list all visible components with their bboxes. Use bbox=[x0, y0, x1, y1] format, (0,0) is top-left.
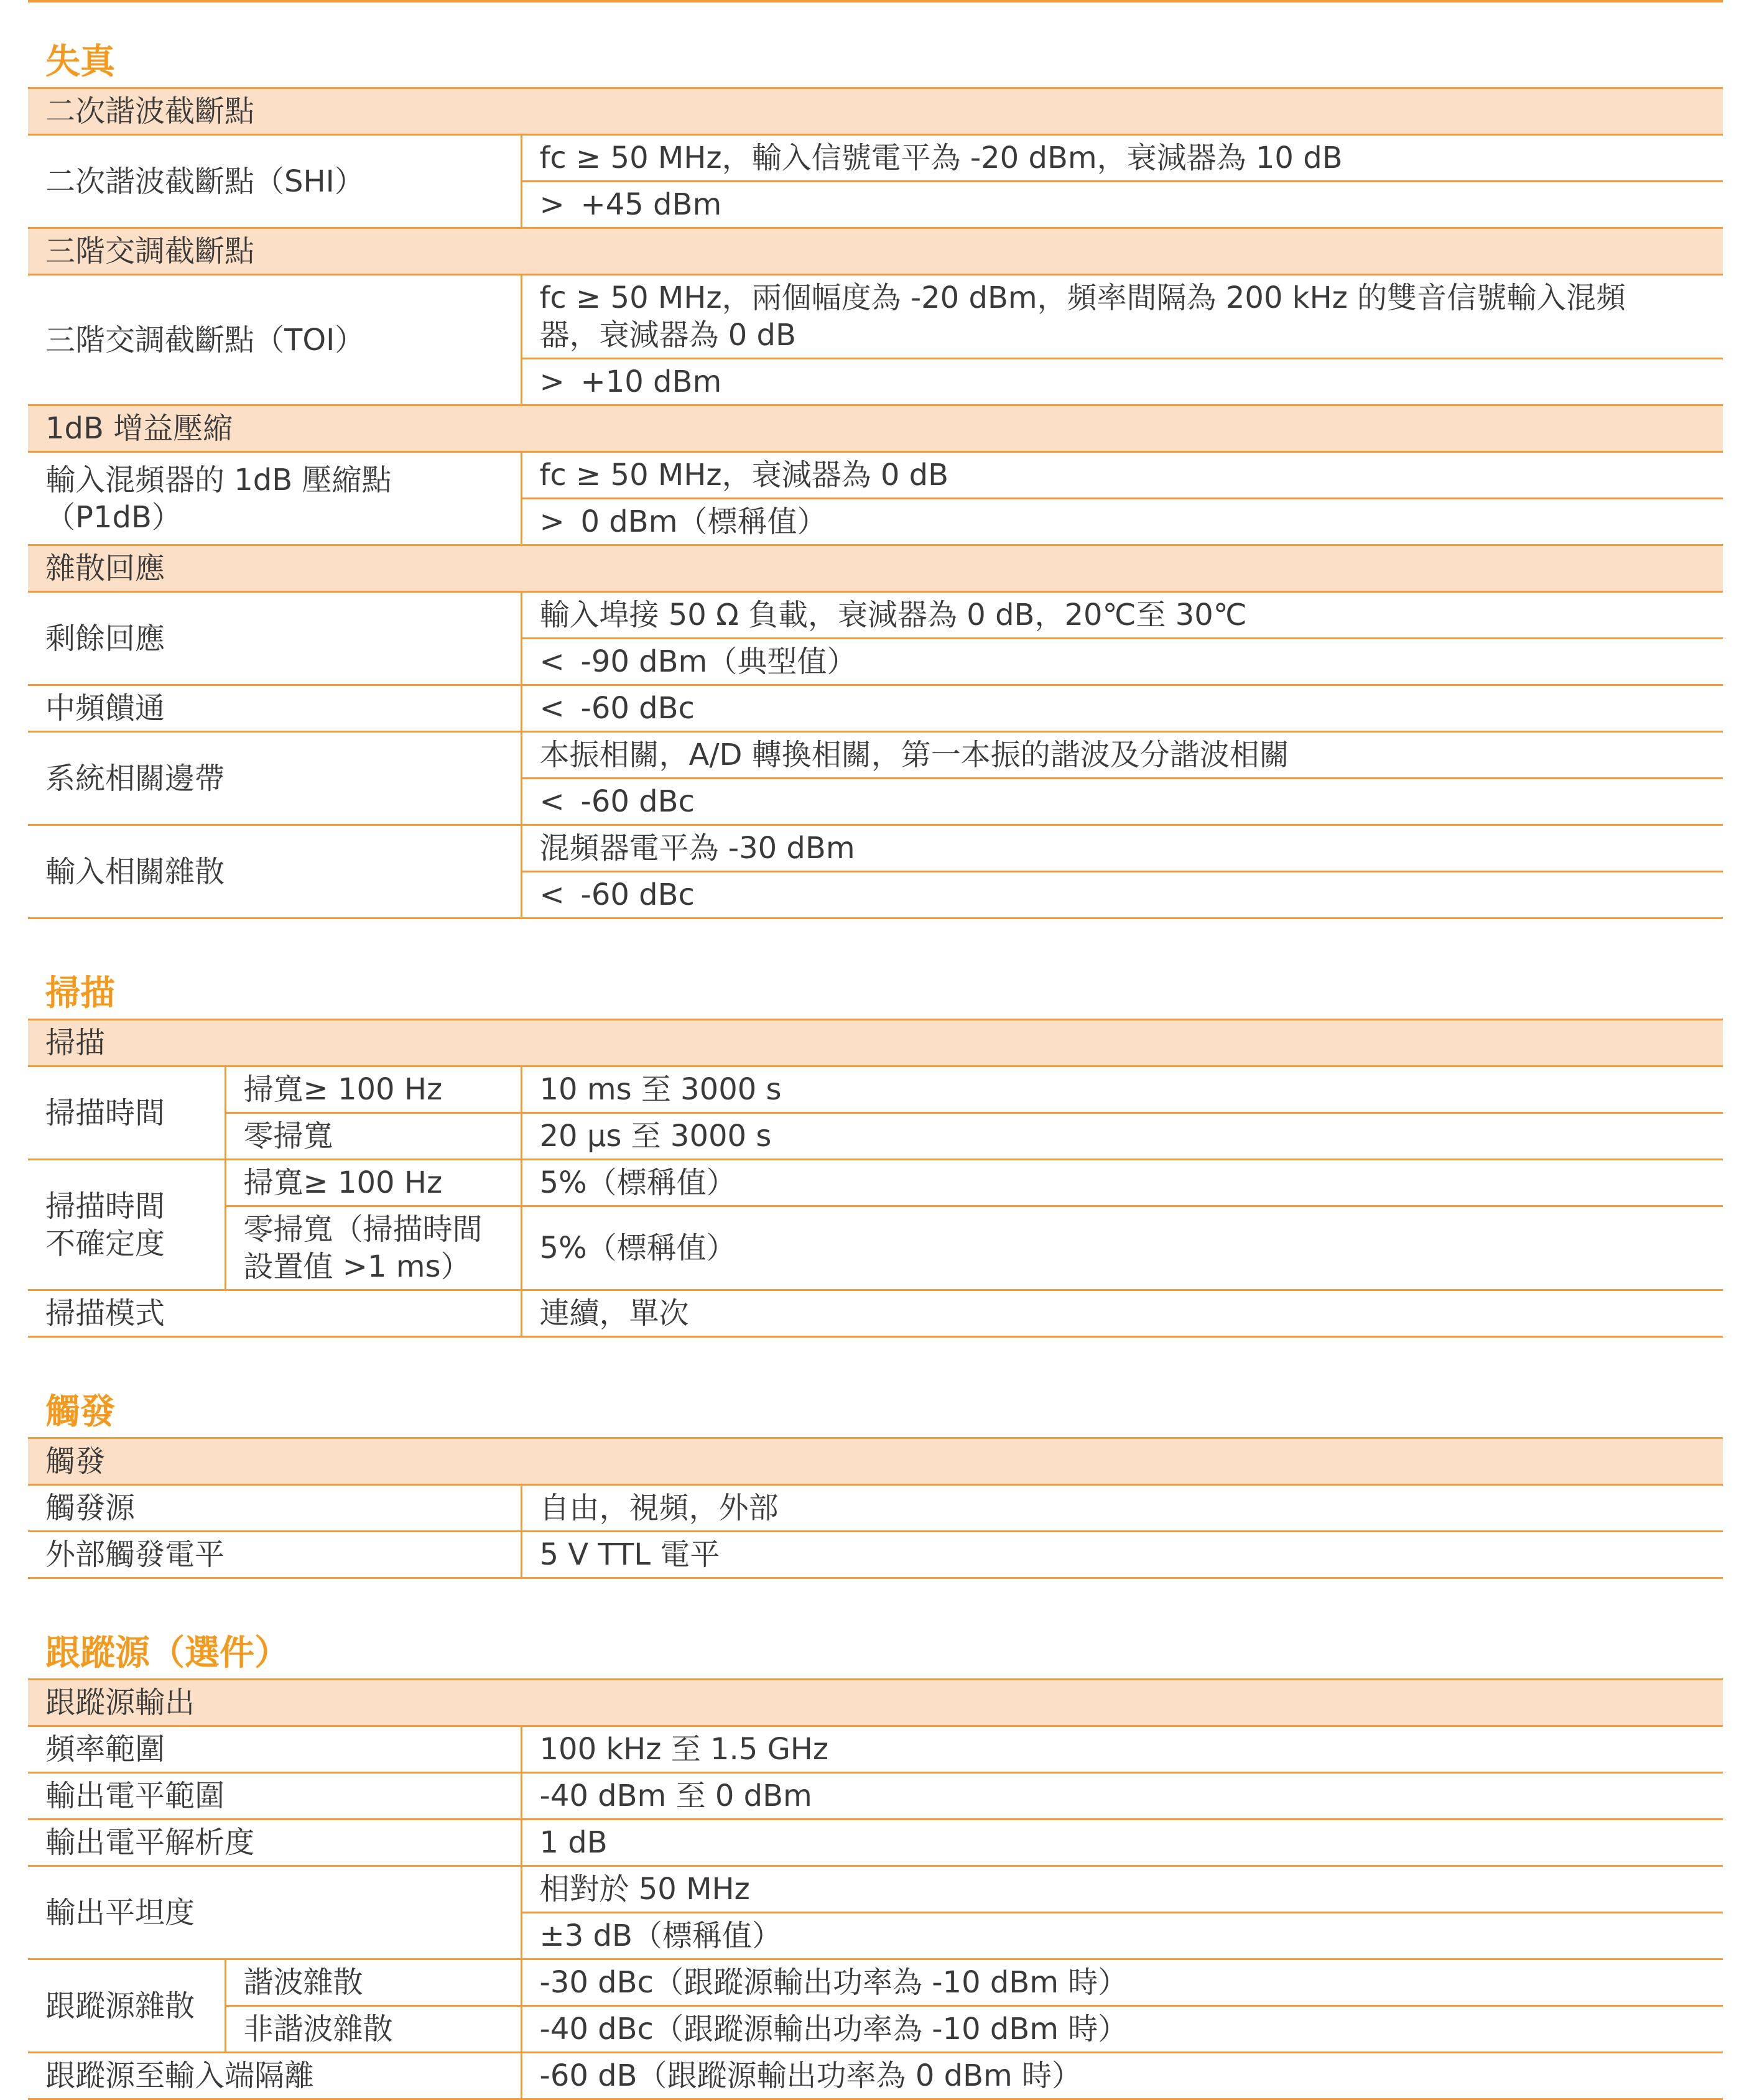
table-row bbox=[28, 2053, 1723, 2099]
row-value: 20 µs 至 3000 s bbox=[521, 1113, 1723, 1160]
table-row bbox=[28, 545, 1723, 592]
lt-symbol: < bbox=[539, 877, 565, 912]
subheader-sweep: 掃描 bbox=[28, 1020, 1723, 1066]
table-row bbox=[28, 1866, 1723, 1913]
row-label: 跟蹤源至輸入端隔離 bbox=[28, 2053, 521, 2099]
row-value bbox=[521, 872, 1723, 918]
label-line: 設置值 >1 ms） bbox=[243, 1249, 471, 1284]
table-row bbox=[28, 1206, 1723, 1290]
value-text: +10 dBm bbox=[580, 364, 722, 399]
subheader-toi: 三階交調截斷點 bbox=[28, 228, 1723, 275]
row-label: 輸入相關雜散 bbox=[28, 825, 521, 918]
row-label: 掃描時間 bbox=[28, 1066, 225, 1160]
row-sublabel: 掃寬≥ 100 Hz bbox=[225, 1160, 521, 1206]
row-label: 輸出電平解析度 bbox=[28, 1820, 521, 1866]
table-row bbox=[28, 405, 1723, 452]
row-label: 二次諧波截斷點（SHI） bbox=[28, 135, 521, 228]
table-row bbox=[28, 1438, 1723, 1485]
gt-symbol: > bbox=[539, 504, 565, 539]
row-value: 自由，視頻，外部 bbox=[521, 1485, 1723, 1532]
row-condition: 混頻器電平為 -30 dBm bbox=[521, 825, 1723, 872]
table-row bbox=[28, 1485, 1723, 1532]
row-label: 中頻饋通 bbox=[28, 685, 521, 732]
row-value: -60 dB（跟蹤源輸出功率為 0 dBm 時） bbox=[521, 2053, 1723, 2099]
table-row bbox=[28, 2006, 1723, 2053]
row-label: 觸發源 bbox=[28, 1485, 521, 1532]
row-value bbox=[521, 182, 1723, 228]
row-label: 跟蹤源雜散 bbox=[28, 1959, 225, 2053]
table-row bbox=[28, 1113, 1723, 1160]
lt-symbol: < bbox=[539, 784, 565, 819]
row-value: -40 dBc（跟蹤源輸出功率為 -10 dBm 時） bbox=[521, 2006, 1723, 2053]
trigger-table bbox=[28, 1437, 1723, 1579]
table-row bbox=[28, 1160, 1723, 1206]
gt-symbol: > bbox=[539, 364, 565, 399]
lt-symbol: < bbox=[539, 691, 565, 726]
table-row bbox=[28, 1820, 1723, 1866]
row-condition: fc ≥ 50 MHz，輸入信號電平為 -20 dBm，衰減器為 10 dB bbox=[521, 135, 1723, 182]
row-value: -30 dBc（跟蹤源輸出功率為 -10 dBm 時） bbox=[521, 1959, 1723, 2006]
section-gap bbox=[28, 919, 1723, 969]
section-title-tracking: 跟蹤源（選件） bbox=[45, 1633, 289, 1673]
subheader-p1db: 1dB 增益壓縮 bbox=[28, 405, 1723, 452]
table-row bbox=[28, 1532, 1723, 1578]
label-line: 不確定度 bbox=[45, 1226, 165, 1261]
tracking-table bbox=[28, 1678, 1723, 2100]
section-title-sweep: 掃描 bbox=[45, 973, 115, 1014]
section-title-distortion: 失真 bbox=[45, 42, 115, 82]
row-sublabel: 非諧波雜散 bbox=[225, 2006, 521, 2053]
row-condition: fc ≥ 50 MHz，衰減器為 0 dB bbox=[521, 452, 1723, 499]
row-value bbox=[521, 499, 1723, 545]
distortion-table bbox=[28, 87, 1723, 919]
section-title-trigger: 觸發 bbox=[45, 1392, 115, 1432]
row-sublabel: 掃寬≥ 100 Hz bbox=[225, 1066, 521, 1113]
subheader-spurious: 雜散回應 bbox=[28, 545, 1723, 592]
row-value: ±3 dB（標稱值） bbox=[521, 1913, 1723, 1959]
row-sublabel bbox=[225, 1206, 521, 1290]
row-value bbox=[521, 639, 1723, 685]
value-text: 0 dBm（標稱值） bbox=[580, 504, 827, 539]
table-row bbox=[28, 1773, 1723, 1820]
top-rule bbox=[28, 0, 1723, 2]
row-label: 輸出電平範圍 bbox=[28, 1773, 521, 1820]
label-line: （P1dB） bbox=[45, 499, 182, 535]
table-row bbox=[28, 1290, 1723, 1337]
spec-document bbox=[28, 37, 1723, 2100]
section-gap bbox=[28, 1338, 1723, 1387]
value-text: -60 dBc bbox=[580, 877, 695, 912]
sweep-table bbox=[28, 1019, 1723, 1338]
lt-symbol: < bbox=[539, 644, 565, 679]
value-text: -60 dBc bbox=[580, 784, 695, 819]
label-line: 掃描時間 bbox=[45, 1188, 165, 1224]
table-row bbox=[28, 275, 1723, 359]
row-value: 5 V TTL 電平 bbox=[521, 1532, 1723, 1578]
subheader-shi: 二次諧波截斷點 bbox=[28, 88, 1723, 135]
table-row bbox=[28, 825, 1723, 872]
row-value: 100 kHz 至 1.5 GHz bbox=[521, 1726, 1723, 1773]
subheader-trigger: 觸發 bbox=[28, 1438, 1723, 1485]
table-row bbox=[28, 592, 1723, 639]
row-condition bbox=[521, 275, 1723, 359]
value-text: -90 dBm（典型值） bbox=[580, 644, 857, 679]
row-sublabel: 諧波雜散 bbox=[225, 1959, 521, 2006]
label-line: 零掃寬（掃描時間 bbox=[243, 1212, 483, 1247]
table-row bbox=[28, 1066, 1723, 1113]
table-row bbox=[28, 228, 1723, 275]
row-condition: 相對於 50 MHz bbox=[521, 1866, 1723, 1913]
row-label: 剩餘回應 bbox=[28, 592, 521, 685]
table-row bbox=[28, 88, 1723, 135]
row-value: 10 ms 至 3000 s bbox=[521, 1066, 1723, 1113]
row-value: 1 dB bbox=[521, 1820, 1723, 1866]
value-text: +45 dBm bbox=[580, 187, 722, 222]
row-value: 5%（標稱值） bbox=[521, 1160, 1723, 1206]
row-condition: 輸入埠接 50 Ω 負載，衰減器為 0 dB，20℃至 30℃ bbox=[521, 592, 1723, 639]
row-label bbox=[28, 452, 521, 545]
table-row bbox=[28, 1726, 1723, 1773]
row-label: 外部觸發電平 bbox=[28, 1532, 521, 1578]
condition-line: 器，衰減器為 0 dB bbox=[539, 318, 796, 353]
section-gap bbox=[28, 1579, 1723, 1629]
row-value: 連續，單次 bbox=[521, 1290, 1723, 1337]
row-sublabel: 零掃寬 bbox=[225, 1113, 521, 1160]
subheader-tracking: 跟蹤源輸出 bbox=[28, 1680, 1723, 1726]
row-value: -40 dBm 至 0 dBm bbox=[521, 1773, 1723, 1820]
table-row bbox=[28, 135, 1723, 182]
condition-line: fc ≥ 50 MHz，兩個幅度為 -20 dBm，頻率間隔為 200 kHz 的雙音信號輸入混頻 bbox=[539, 280, 1626, 315]
row-label: 頻率範圍 bbox=[28, 1726, 521, 1773]
row-value bbox=[521, 779, 1723, 825]
label-line: 輸入混頻器的 1dB 壓縮點 bbox=[45, 462, 392, 497]
row-label bbox=[28, 1160, 225, 1290]
row-value bbox=[521, 685, 1723, 732]
row-label: 三階交調截斷點（TOI） bbox=[28, 275, 521, 405]
table-row bbox=[28, 732, 1723, 779]
gt-symbol: > bbox=[539, 187, 565, 222]
row-label: 系統相關邊帶 bbox=[28, 732, 521, 825]
row-label: 輸出平坦度 bbox=[28, 1866, 521, 1959]
table-row bbox=[28, 685, 1723, 732]
table-row bbox=[28, 1020, 1723, 1066]
table-row bbox=[28, 1680, 1723, 1726]
row-value bbox=[521, 359, 1723, 405]
row-condition: 本振相關，A/D 轉換相關，第一本振的諧波及分諧波相關 bbox=[521, 732, 1723, 779]
table-row bbox=[28, 452, 1723, 499]
value-text: -60 dBc bbox=[580, 691, 695, 726]
row-value: 5%（標稱值） bbox=[521, 1206, 1723, 1290]
row-label: 掃描模式 bbox=[28, 1290, 521, 1337]
table-row bbox=[28, 1959, 1723, 2006]
